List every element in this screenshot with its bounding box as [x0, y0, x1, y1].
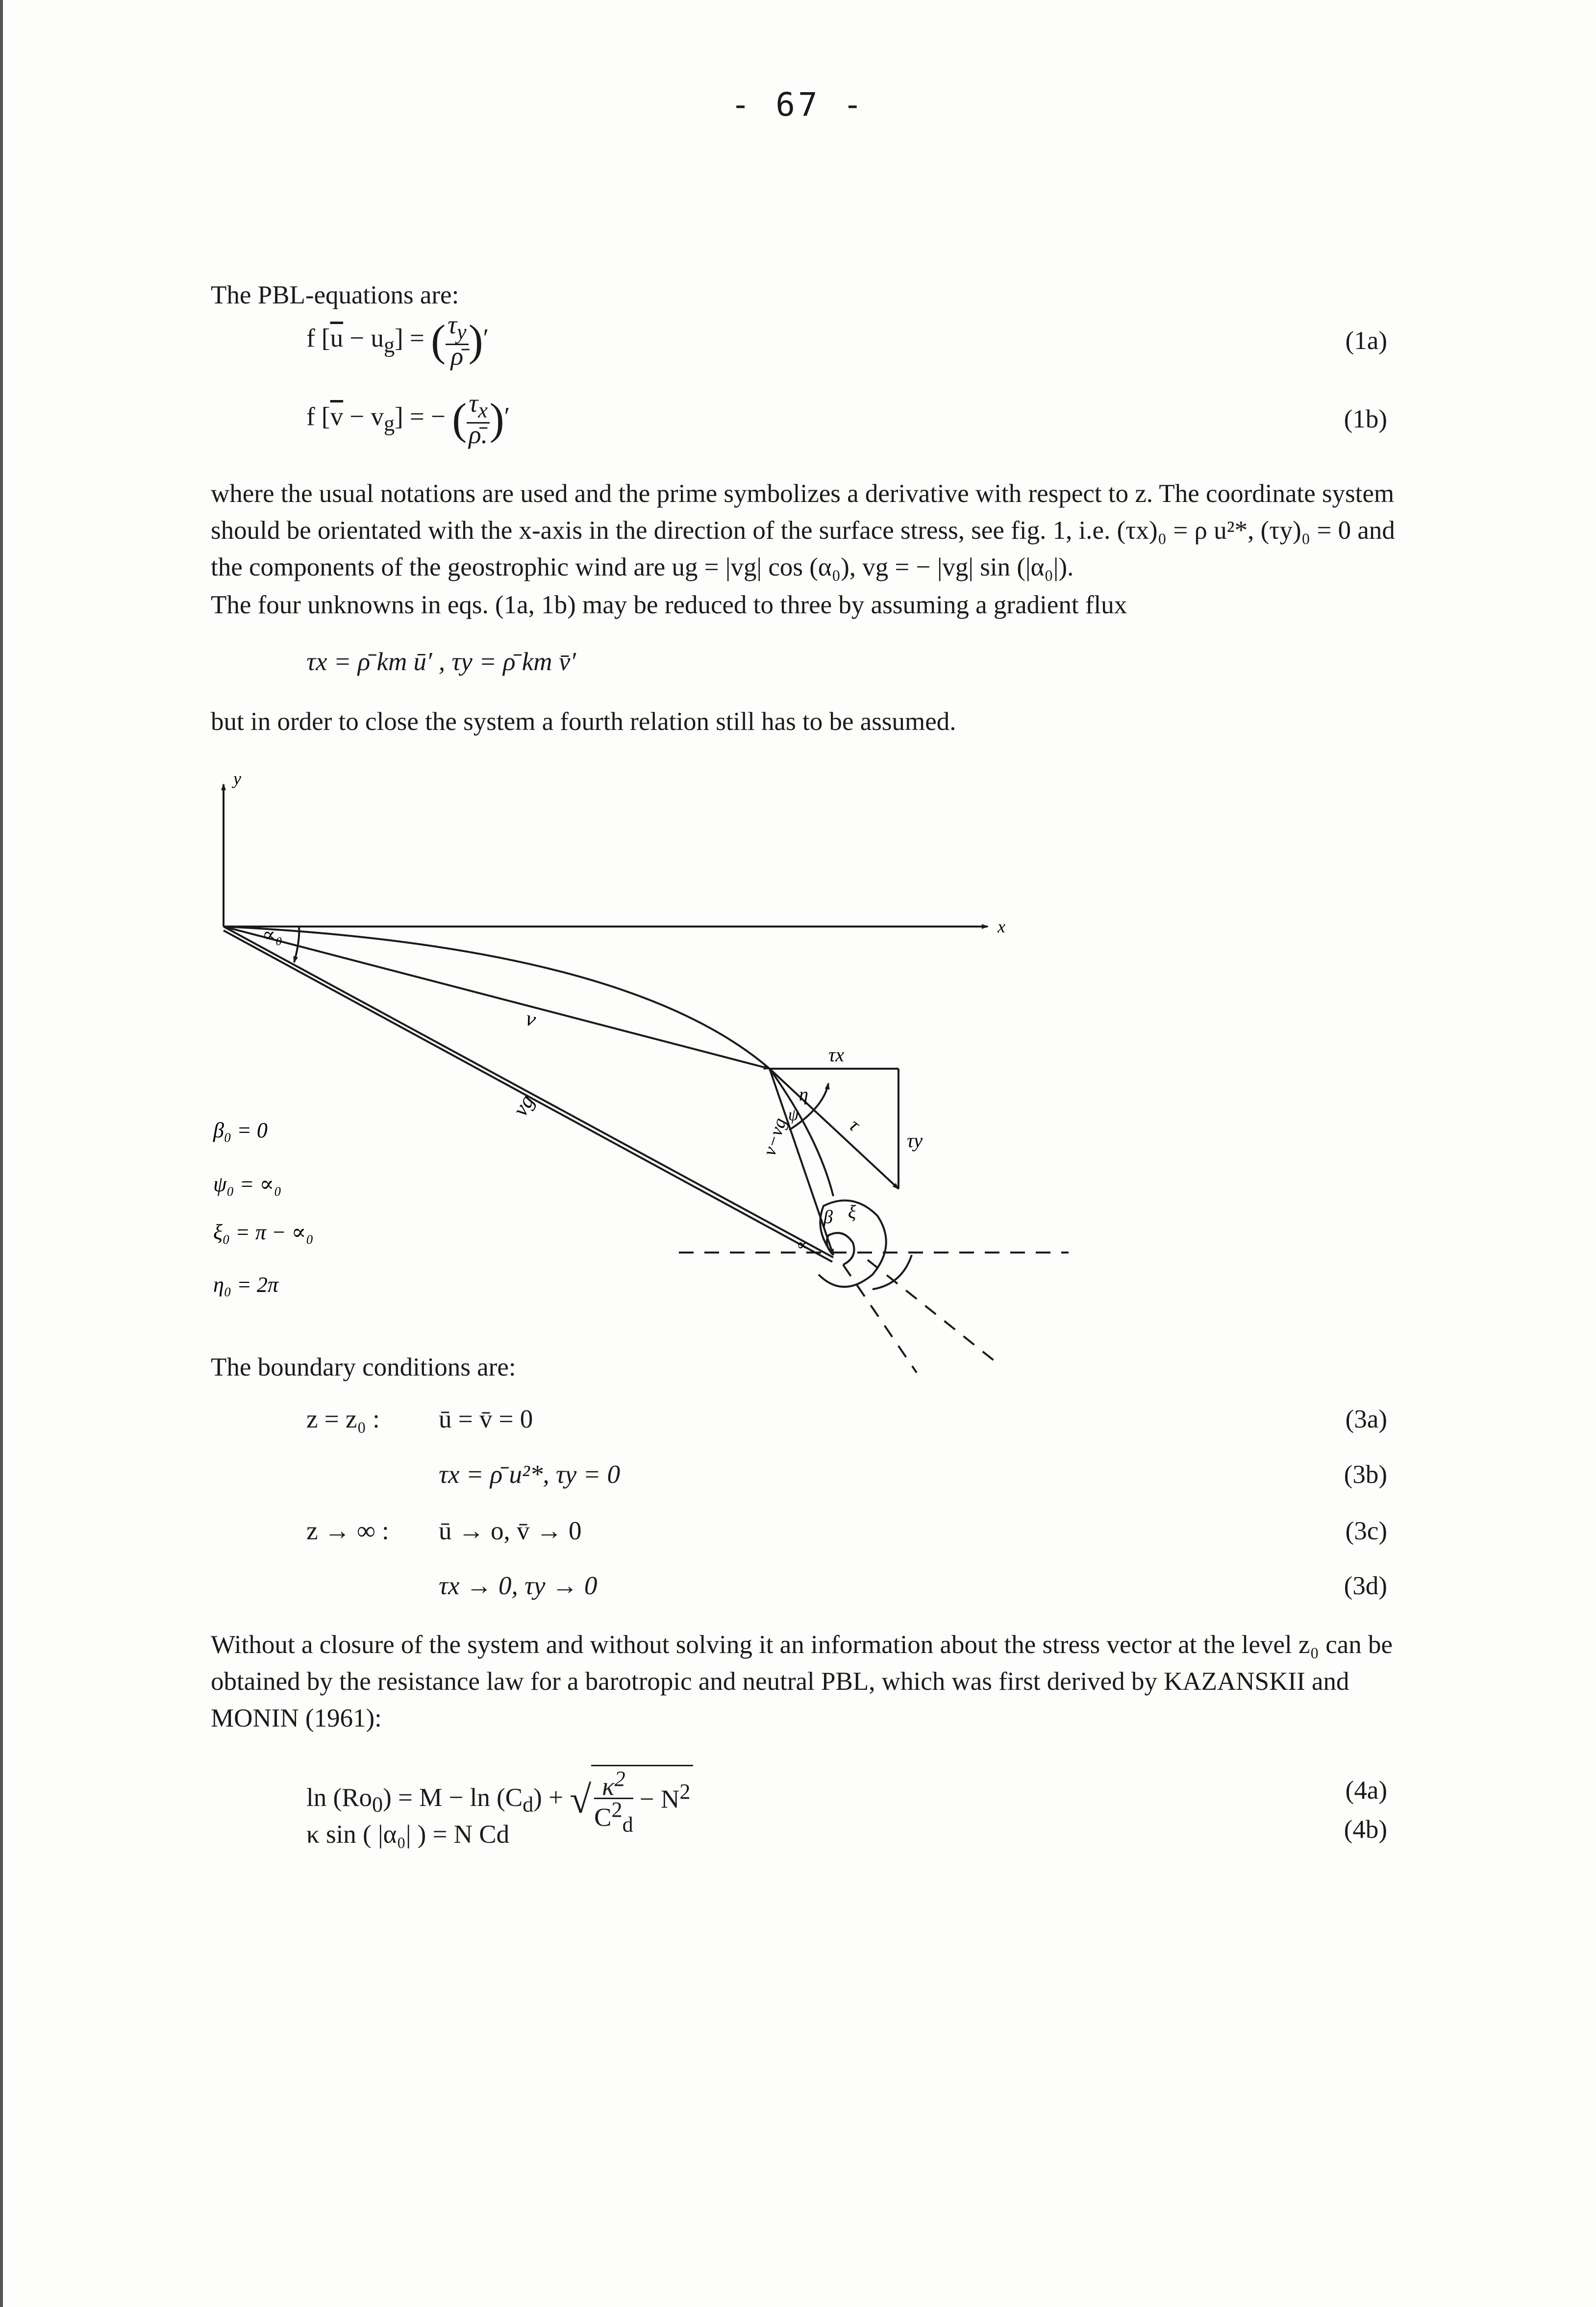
equation-4a: $\ln (Ro_0) = M - \ln (C_d)$ + √ $\frac{\kappa^2}{C^2_d}$ − $N^2$ [306, 1765, 693, 1835]
page-number: - 67 - [730, 86, 866, 124]
equation-1a: f $[\overline{u} - u_g]$ = ( $\frac{\tau_y}{\rhō}$ )′ [306, 311, 489, 371]
boundary-conditions-intro: The boundary conditions are: [211, 1353, 516, 1381]
paragraph-resistance-law: Without a closure of the system and without solving it an information about the stress vector at the level z₀ can be obtained by the resistance law for a barotropic and neutral PBL, which was first derived by KAZANSKII and MONIN (1961): [211, 1630, 1393, 1732]
equation-4b-number: (4b) [1344, 1815, 1387, 1844]
bc-3c-lhs: z → ∞ : [306, 1517, 389, 1545]
label-xi: ξ [848, 1202, 856, 1223]
tau-vector [770, 1069, 898, 1189]
equation-1b-number: (1b) [1344, 405, 1387, 433]
label-tau-y: τy [907, 1129, 923, 1152]
bc-3b-number: (3b) [1344, 1460, 1387, 1489]
scan-edge-mark [0, 0, 3, 2307]
label-eta: η [799, 1084, 808, 1105]
bc-3a-rhs: ū = v̄ = 0 [439, 1405, 533, 1433]
bc-3c-number: (3c) [1345, 1517, 1387, 1545]
label-tau: τ [845, 1114, 865, 1136]
v-vector [224, 927, 770, 1069]
intro-text: The PBL-equations are: [211, 281, 459, 309]
paragraph-gradient-flux: The four unknowns in eqs. (1a, 1b) may be reduced to three by assuming a gradient flux [211, 591, 1127, 619]
equation-4b: κ sin ( |α₀| ) = N Cd [306, 1820, 510, 1849]
bc-3b-rhs: τx = ρ̄ u²*, τy = 0 [439, 1460, 621, 1489]
bc-3a-lhs: z = z₀ : [306, 1405, 380, 1433]
label-psi: ψ [788, 1106, 799, 1124]
equation-gradient-flux: τx = ρ̄ km ū′ , τy = ρ̄ km v̄′ [306, 648, 576, 676]
paragraph-coordinate-system: where the usual notations are used and the prime symbolizes a derivative with respect to z. The coordinate system should be orientated with the x-axis in the direction of the surface stress, see fig. 1, i.e. (τx)₀ = ρ u²*, (τy)₀ = 0 and the components of the geostrophic wind are ug = |vg| cos (α₀), vg = − |vg| sin (|α₀|). [211, 479, 1395, 581]
label-x-axis: x [998, 917, 1005, 936]
label-y-axis: y [233, 769, 241, 788]
condition-psi0: ψ₀ = ∝₀ [213, 1172, 282, 1196]
label-vg: vg [508, 1090, 539, 1120]
equation-1a-number: (1a) [1345, 326, 1387, 355]
paragraph-closure: but in order to close the system a fourth relation still has to be assumed. [211, 707, 956, 736]
bc-3c-rhs: ū → o, v̄ → 0 [439, 1517, 582, 1545]
label-beta: β [823, 1207, 833, 1228]
figure-1-vector-diagram [186, 765, 1118, 1392]
condition-xi0: ξ₀ = π − ∝₀ [213, 1220, 314, 1244]
lower-arc [873, 1255, 912, 1289]
label-v: v [523, 1006, 539, 1032]
label-v-minus-vg: v−vg [759, 1115, 791, 1158]
label-alpha: ∝ [797, 1236, 807, 1254]
equation-1b: f $[\overline{v} - v_g]$ = − ( $\frac{\tau_x}{\rhō.}$ )′ [306, 389, 510, 449]
bc-3d-rhs: τx → 0, τy → 0 [439, 1572, 598, 1600]
equation-4a-number: (4a) [1345, 1776, 1387, 1805]
bc-3a-number: (3a) [1345, 1405, 1387, 1433]
label-tau-x: τx [828, 1044, 845, 1066]
condition-eta0: η₀ = 2π [213, 1273, 278, 1297]
condition-beta0: β₀ = 0 [213, 1118, 268, 1142]
vg-vector [224, 927, 833, 1257]
label-alpha0: ∝₀ [262, 924, 282, 946]
bc-3d-number: (3d) [1344, 1572, 1387, 1600]
